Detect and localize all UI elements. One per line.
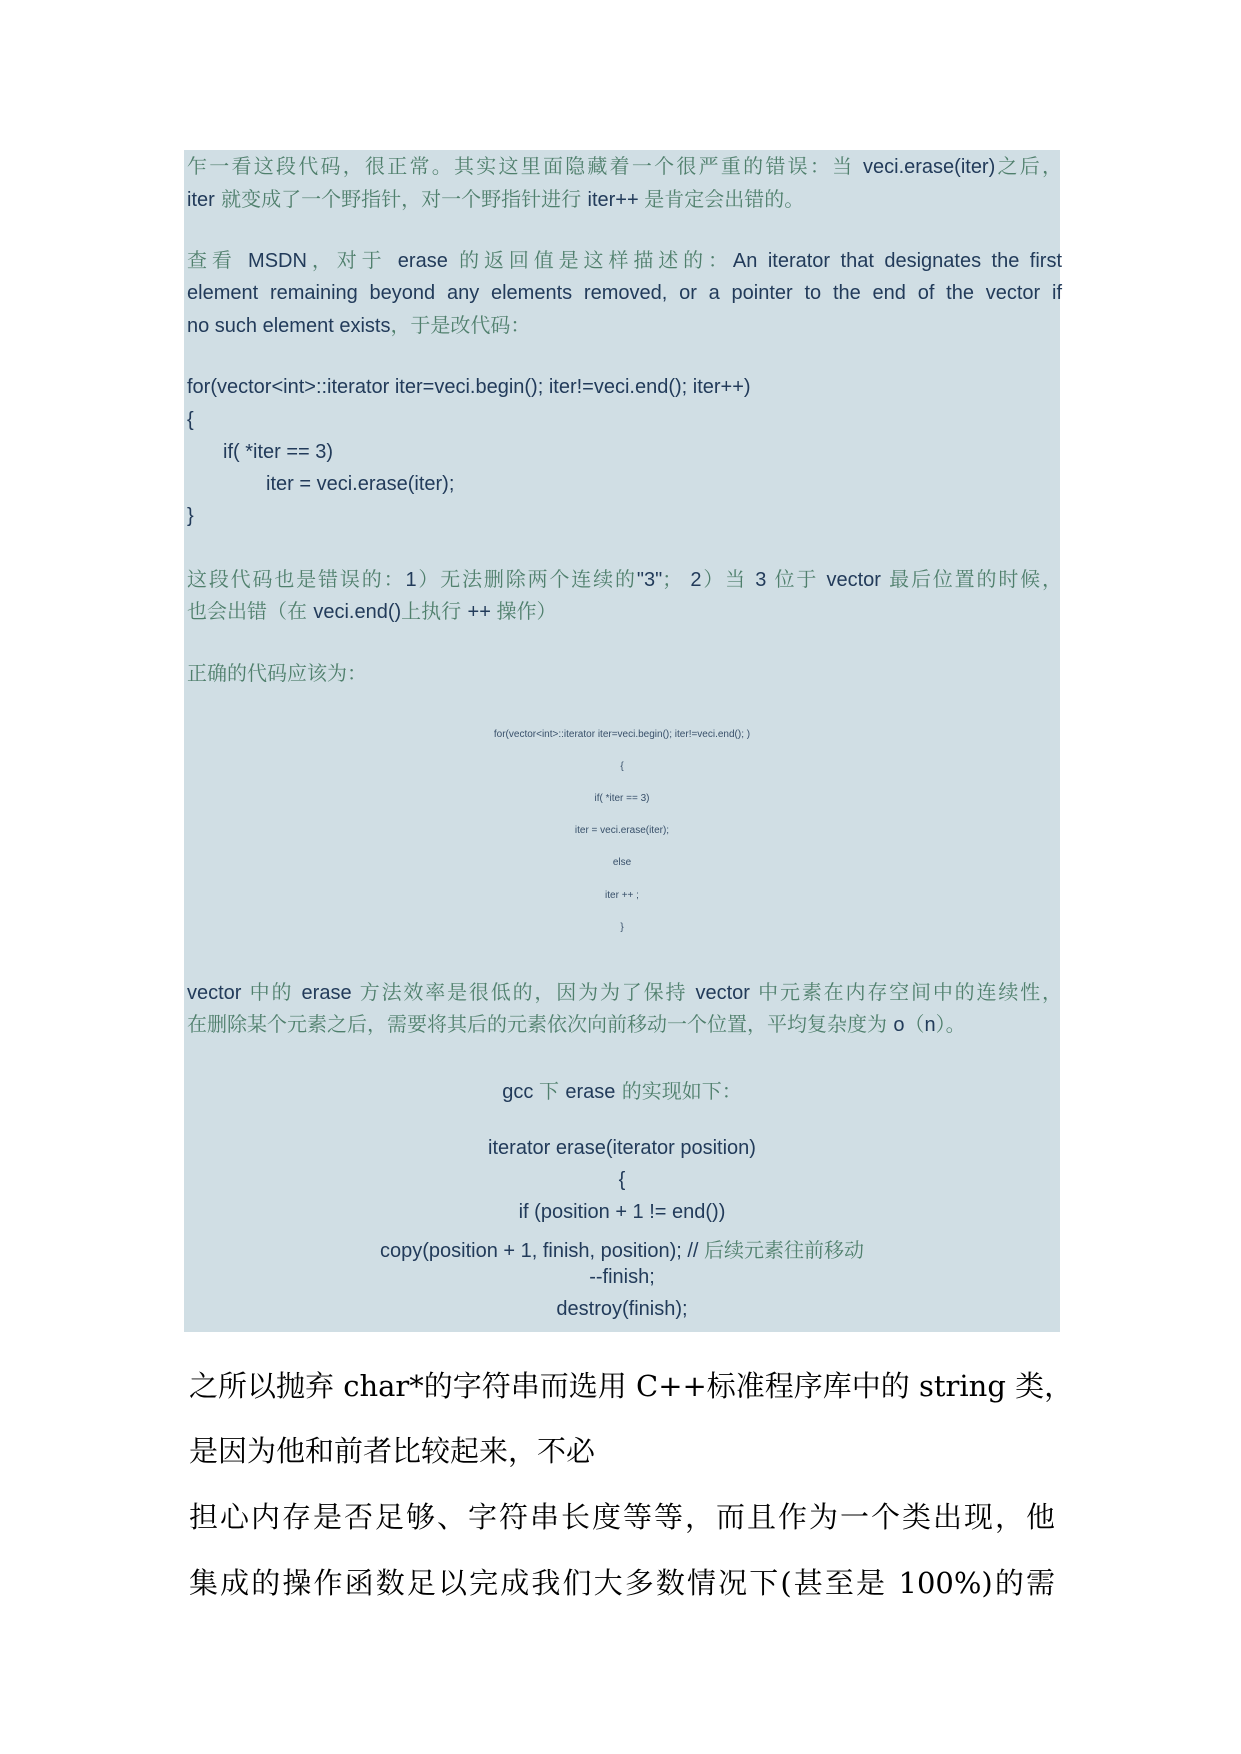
text-span: ）当: [701, 567, 756, 591]
text-span: ++: [467, 601, 497, 623]
text-span: 就变成了一个野指针，对一个野指针进行: [214, 187, 588, 211]
text-span: erase: [565, 1081, 616, 1103]
text-span: vector: [695, 982, 750, 1004]
text-span: （: [904, 1012, 925, 1036]
paragraph-5-line-1: [187, 982, 1062, 1003]
text-span: 下: [538, 1079, 566, 1103]
text-span: 这段代码也是错误的：: [187, 567, 406, 591]
text-span: erase: [301, 982, 352, 1004]
paragraph-2-line-3: [187, 315, 530, 336]
text-span: copy(position + 1, finish, position); //: [379, 1240, 705, 1262]
text-span: vector: [826, 569, 881, 591]
text-span: An iterator that designates the first: [732, 250, 1063, 272]
text-span: ；: [662, 567, 691, 591]
text-span: 方法效率是很低的，因为为了保持: [351, 980, 696, 1004]
paragraph-3-line-1: [187, 569, 1062, 590]
text-span: 在删除某个元素之后，需要将其后的元素依次向前移动一个位置，平均复杂度为: [187, 1012, 894, 1036]
code-line: {: [618, 1169, 626, 1191]
paragraph-6: [184, 1075, 1060, 1104]
code-line: --finish;: [589, 1266, 655, 1288]
text-span: 的返回值是这样描述的：: [447, 248, 733, 272]
small-code-line: }: [620, 922, 624, 933]
code-line: destroy(finish);: [556, 1298, 688, 1320]
text-span: 之后，: [995, 154, 1063, 178]
paragraph-5-line-2: [187, 1014, 966, 1035]
paragraph-1-line-1: [187, 156, 1062, 177]
text-span: 后续元素往前移动: [704, 1238, 865, 1262]
small-code-line: for(vector<int>::iterator iter=veci.begin(); iter!=veci.end(); ): [493, 729, 751, 740]
text-span: MSDN: [248, 250, 307, 272]
paragraph-3-line-2: [187, 601, 556, 622]
text-span: 最后位置的时候，: [880, 567, 1063, 591]
text-span: 操作）: [496, 599, 557, 623]
text-span: 乍一看这段代码，很正常。其实这里面隐藏着一个很严重的错误：当: [187, 154, 863, 178]
small-code-line: {: [620, 761, 624, 772]
text-span: no such element exists: [187, 315, 391, 337]
text-span: erase: [397, 250, 448, 272]
text-span: ）无法删除两个连续的: [416, 567, 637, 591]
paragraph-1-line-2: [187, 189, 804, 210]
text-span: 查看: [187, 248, 249, 272]
text-span: 中元素在内存空间中的连续性，: [749, 980, 1063, 1004]
code-line: if (position + 1 != end()): [518, 1201, 726, 1223]
text-span: 2: [690, 569, 702, 591]
text-span: ，对于: [306, 248, 398, 272]
code-line: {: [187, 409, 194, 431]
text-span: 上执行: [401, 599, 468, 623]
text-span: vector: [187, 982, 242, 1004]
small-code-line: else: [612, 857, 632, 868]
text-span: 也会出错（在: [187, 599, 314, 623]
text-span: o: [893, 1014, 905, 1036]
code-line: }: [187, 505, 194, 527]
paragraph-2-line-2: element remaining beyond any elements removed, or a pointer to the end of the vector if: [187, 282, 1062, 304]
text-span: "3": [636, 569, 663, 591]
body-text-line-3: 担心内存是否足够、字符串长度等等，而且作为一个类出现，他: [189, 1500, 1055, 1534]
code-line: iter = veci.erase(iter);: [266, 473, 455, 495]
text-span: 的实现如下：: [615, 1079, 742, 1103]
text-span: n: [924, 1014, 936, 1036]
small-code-line: iter ++ ;: [605, 890, 639, 901]
text-span: 位于: [766, 567, 827, 591]
body-text-line-1: 之所以抛弃 char*的字符串而选用 C++标准程序库中的 string 类，: [189, 1369, 1074, 1403]
text-span: iter: [187, 189, 215, 211]
paragraph-4: 正确的代码应该为：: [187, 661, 367, 685]
code-line: iterator erase(iterator position): [488, 1137, 756, 1159]
small-code-line: if( *iter == 3): [594, 793, 650, 804]
text-span: ，于是改代码：: [390, 313, 531, 337]
text-span: 3: [755, 569, 767, 591]
text-span: 是肯定会出错的。: [644, 187, 805, 211]
small-code-line: iter = veci.erase(iter);: [574, 825, 670, 836]
text-span: veci.end(): [313, 601, 402, 623]
text-span: ）。: [935, 1012, 966, 1036]
paragraph-2-line-1: [187, 250, 1062, 271]
code-line: for(vector<int>::iterator iter=veci.begin(); iter!=veci.end(); iter++): [187, 376, 751, 398]
text-span: gcc: [502, 1081, 539, 1103]
code-line: [184, 1234, 1060, 1263]
body-text-line-2: 是因为他和前者比较起来，不必: [189, 1434, 596, 1468]
text-span: veci.erase(iter): [863, 156, 996, 178]
text-span: iter++: [587, 189, 645, 211]
code-line: if( *iter == 3): [223, 441, 334, 463]
text-span: 中的: [241, 980, 302, 1004]
body-text-line-4: 集成的操作函数足以完成我们大多数情况下(甚至是 100%)的需: [189, 1566, 1055, 1600]
text-span: 1: [405, 569, 417, 591]
